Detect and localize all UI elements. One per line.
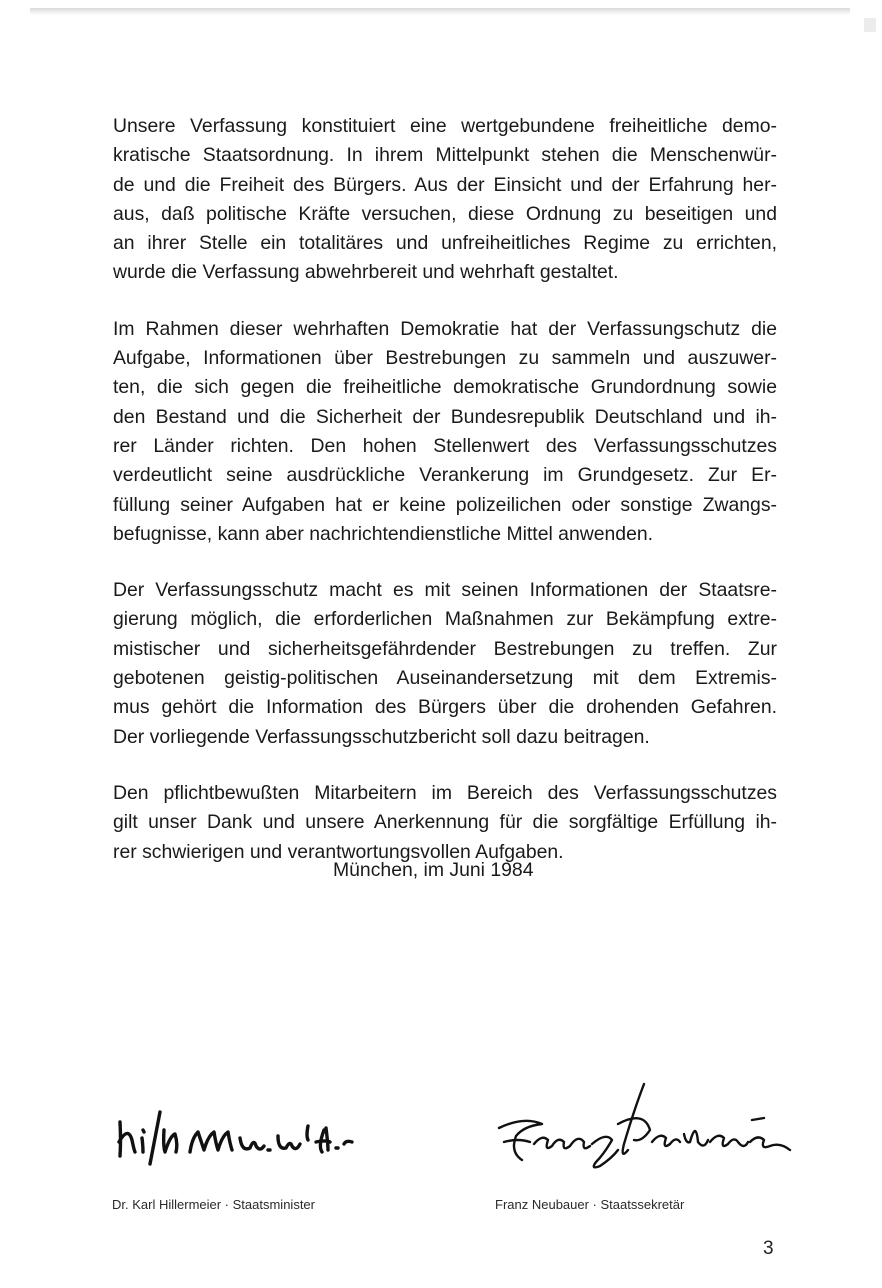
text-line: ten, die sich gegen die freiheitliche demokratische Grundordnung sowie [113,376,777,399]
paragraph-2 [113,315,777,549]
text-line: Der Verfassungsschutz macht es mit seinen Informationen der Staatsre- [113,579,777,602]
text-line: Im Rahmen dieser wehrhaften Demokratie hat der Verfassungschutz die [113,317,777,340]
place-date: München, im Juni 1984 [333,859,534,881]
paragraph-1 [113,112,777,288]
text-line: an ihrer Stelle ein totalitäres und unfreiheitliches Regime zu errichten, [113,232,777,255]
caption-hillermeier: Dr. Karl Hillermeier · Staatsminister [112,1197,315,1212]
paragraph-3 [113,576,777,752]
text-line: de und die Freiheit des Bürgers. Aus der Einsicht und der Erfahrung her- [113,173,777,196]
text-line: rer schwierigen und verantwortungsvollen Aufgaben. [113,840,564,863]
text-line: mistischer und sicherheitsgefährdender Bestrebungen zu treffen. Zur [113,637,777,660]
text-line: rer Länder richten. Den hohen Stellenwert des Verfassungsschutzes [113,434,777,457]
text-line: Den pflichtbewußten Mitarbeitern im Bereich des Verfassungsschutzes [113,781,777,804]
text-line: wurde die Verfassung abwehrbereit und wehrhaft gestaltet. [113,261,619,284]
text-line: Der vorliegende Verfassungsschutzbericht soll dazu beitragen. [113,725,650,748]
text-line: befugnisse, kann aber nachrichtendienstliche Mittel anwenden. [113,522,654,545]
body-text [113,112,777,894]
text-line: verdeutlicht seine ausdrückliche Verankerung im Grundgesetz. Zur Er- [113,464,777,487]
text-line: Unsere Verfassung konstituiert eine wertgebundene freiheitliche demo- [113,115,777,137]
text-line: füllung seiner Aufgaben hat er keine polizeilichen oder sonstige Zwangs- [113,493,777,516]
page-number: 3 [763,1238,774,1259]
text-line: den Bestand und die Sicherheit der Bundesrepublik Deutschland und ih- [113,405,777,428]
text-line: gierung möglich, die erforderlichen Maßnahmen zur Bekämpfung extre- [113,608,777,631]
signature-neubauer [494,1080,794,1180]
text-line: Aufgabe, Informationen über Bestrebungen zu sammeln und auszuwer- [113,347,777,370]
text-line: gebotenen geistig-politischen Auseinandersetzung mit dem Extremis- [113,667,777,690]
text-line: mus gehört die Information des Bürgers über die drohenden Gefahren. [113,696,777,719]
signature-hillermeier [112,1100,442,1170]
paragraph-4 [113,779,777,867]
text-line: gilt unser Dank und unsere Anerkennung für die sorgfältige Erfüllung ih- [113,811,777,834]
scan-corner [864,18,876,32]
scan-edge [30,8,850,16]
caption-neubauer: Franz Neubauer · Staatssekretär [495,1197,685,1212]
text-line: aus, daß politische Kräfte versuchen, diese Ordnung zu beseitigen und [113,202,777,225]
text-line: kratische Staatsordnung. In ihrem Mittelpunkt stehen die Menschenwür- [113,144,777,167]
